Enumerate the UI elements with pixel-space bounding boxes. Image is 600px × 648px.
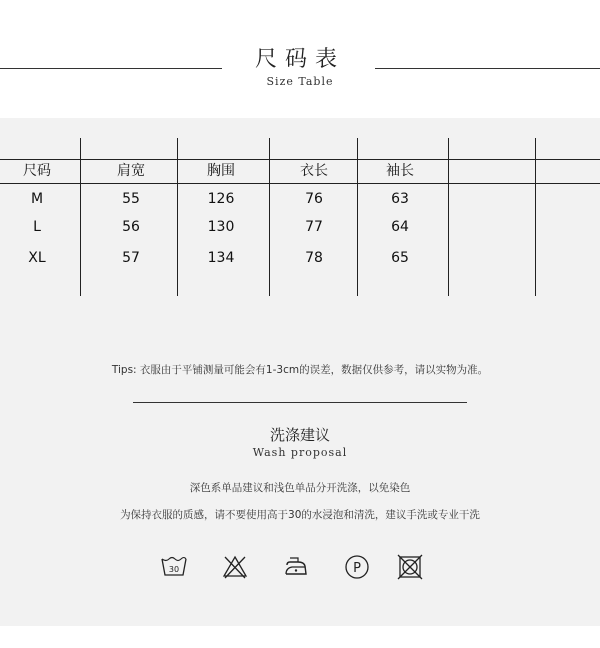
table-cell: 126 [207, 191, 235, 207]
wash-temp-label: 30 [168, 565, 180, 574]
table-cell: 77 [305, 219, 323, 235]
table-cell: 76 [305, 191, 323, 207]
table-vline [357, 138, 358, 296]
page-subtitle: Size Table [266, 75, 334, 88]
wash-note-2: 为保持衣服的质感，请不要使用高于30的水浸泡和清洗，建议手洗或专业干洗 [120, 509, 480, 521]
table-header-cell: 胸围 [207, 163, 235, 179]
table-header-cell: 肩宽 [117, 163, 145, 179]
table-cell: 56 [122, 219, 140, 235]
section-divider [133, 402, 467, 403]
table-cell: 134 [207, 250, 235, 266]
table-vline [177, 138, 178, 296]
dry-clean-p-icon [343, 553, 371, 581]
wash-title: 洗涤建议 [269, 426, 330, 444]
tips-text: Tips: 衣服由于平铺测量可能会有1-3cm的误差，数据仅供参考，请以实物为准。 [111, 364, 489, 376]
iron-low-icon [282, 553, 310, 581]
dry-clean-label: P [353, 561, 361, 576]
table-cell: 78 [305, 250, 323, 266]
table-cell: M [30, 191, 44, 207]
no-bleach-icon [221, 553, 249, 581]
wash-note-1: 深色系单品建议和浅色单品分开洗涤，以免染色 [189, 482, 411, 494]
table-cell: 55 [122, 191, 140, 207]
wash-subtitle: Wash proposal [252, 446, 348, 459]
table-header-cell: 袖长 [386, 163, 414, 179]
table-header-cell: 衣长 [300, 163, 328, 179]
table-cell: 57 [122, 250, 140, 266]
table-cell: L [33, 219, 41, 235]
table-hline [0, 183, 600, 184]
table-header-cell: 尺码 [23, 163, 51, 179]
table-cell: 130 [207, 219, 235, 235]
table-cell: 63 [391, 191, 409, 207]
table-vline [269, 138, 270, 296]
table-cell: 64 [391, 219, 409, 235]
table-hline [0, 159, 600, 160]
page-title: 尺码表 [254, 47, 345, 72]
table-vline [448, 138, 449, 296]
table-cell: 65 [391, 250, 409, 266]
table-vline [80, 138, 81, 296]
table-cell: XL [28, 250, 46, 266]
table-vline [535, 138, 536, 296]
no-tumble-dry-icon [396, 553, 424, 581]
wash-30-icon [160, 553, 188, 581]
